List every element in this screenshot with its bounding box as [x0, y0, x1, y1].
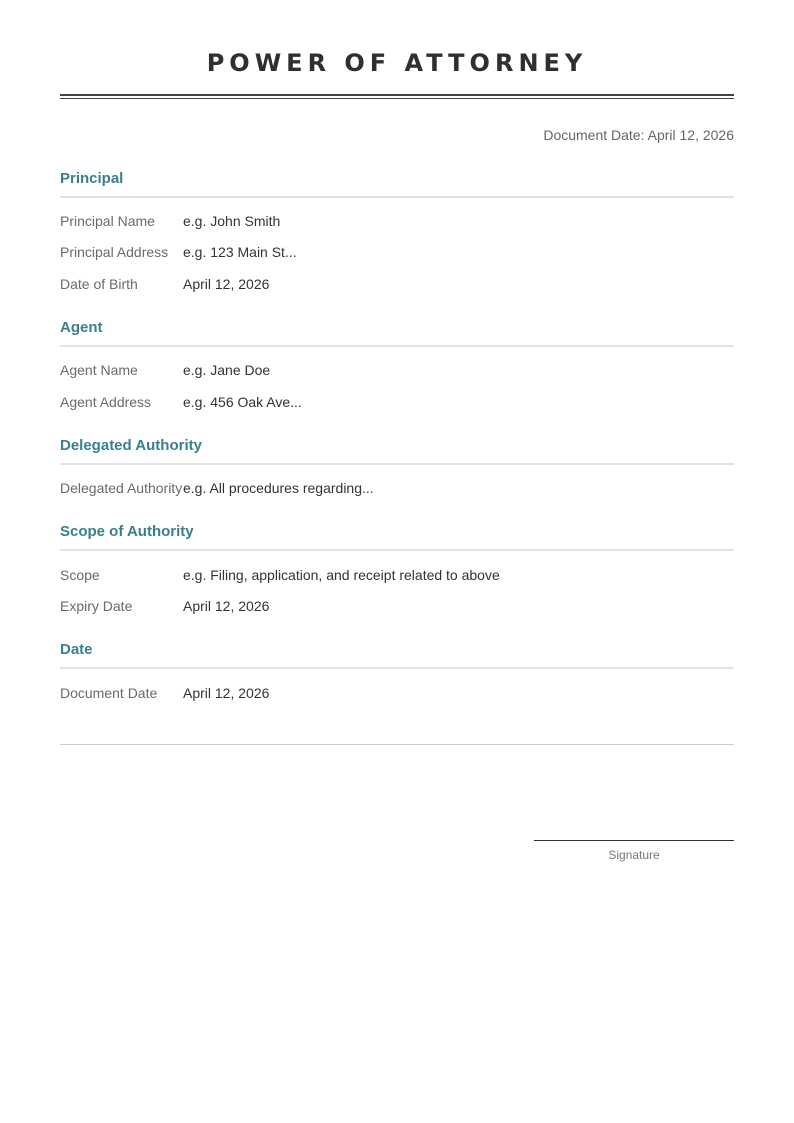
field-date-of-birth	[60, 275, 734, 293]
signature-line	[534, 840, 734, 841]
field-label: Document Date	[60, 685, 158, 701]
section-principal	[60, 170, 734, 198]
field-label: Scope	[60, 567, 100, 583]
document-title: POWER OF ATTORNEY	[206, 49, 588, 77]
signature-block	[534, 840, 734, 862]
field-expiry-date	[60, 597, 734, 615]
field-value: e.g. Jane Doe	[183, 362, 271, 378]
field-value: e.g. John Smith	[183, 213, 281, 229]
field-principal-name	[60, 212, 734, 230]
section-date	[60, 641, 734, 669]
field-label: Principal Name	[60, 213, 155, 229]
field-agent-name	[60, 361, 734, 379]
signature-label: Signature	[608, 848, 660, 862]
field-principal-address	[60, 243, 734, 261]
field-label: Agent Name	[60, 362, 138, 378]
field-value: e.g. 456 Oak Ave...	[183, 394, 302, 410]
section-heading-date: Date	[60, 641, 734, 669]
section-scope-of-authority	[60, 523, 734, 551]
field-label: Date of Birth	[60, 276, 138, 292]
field-value: e.g. 123 Main St...	[183, 244, 297, 260]
field-label: Agent Address	[60, 394, 152, 410]
field-document-date	[60, 684, 734, 702]
section-heading-agent: Agent	[60, 319, 734, 347]
field-delegated-authority	[60, 479, 734, 497]
field-label: Principal Address	[60, 244, 169, 260]
title-double-rule	[60, 94, 734, 99]
field-value: e.g. All procedures regarding...	[183, 480, 374, 496]
field-scope	[60, 566, 734, 584]
field-label: Delegated Authority	[60, 480, 183, 496]
field-label: Expiry Date	[60, 598, 133, 614]
document-date-line: Document Date: April 12, 2026	[543, 127, 734, 143]
field-agent-address	[60, 393, 734, 411]
section-delegated-authority	[60, 437, 734, 465]
field-value: April 12, 2026	[183, 598, 270, 614]
footer-divider	[60, 744, 734, 745]
field-value: April 12, 2026	[183, 685, 270, 701]
section-agent	[60, 319, 734, 347]
section-heading-scope: Scope of Authority	[60, 523, 734, 551]
section-heading-principal: Principal	[60, 170, 734, 198]
field-value: April 12, 2026	[183, 276, 270, 292]
field-value: e.g. Filing, application, and receipt related to above	[183, 567, 500, 583]
section-heading-delegated-authority: Delegated Authority	[60, 437, 734, 465]
